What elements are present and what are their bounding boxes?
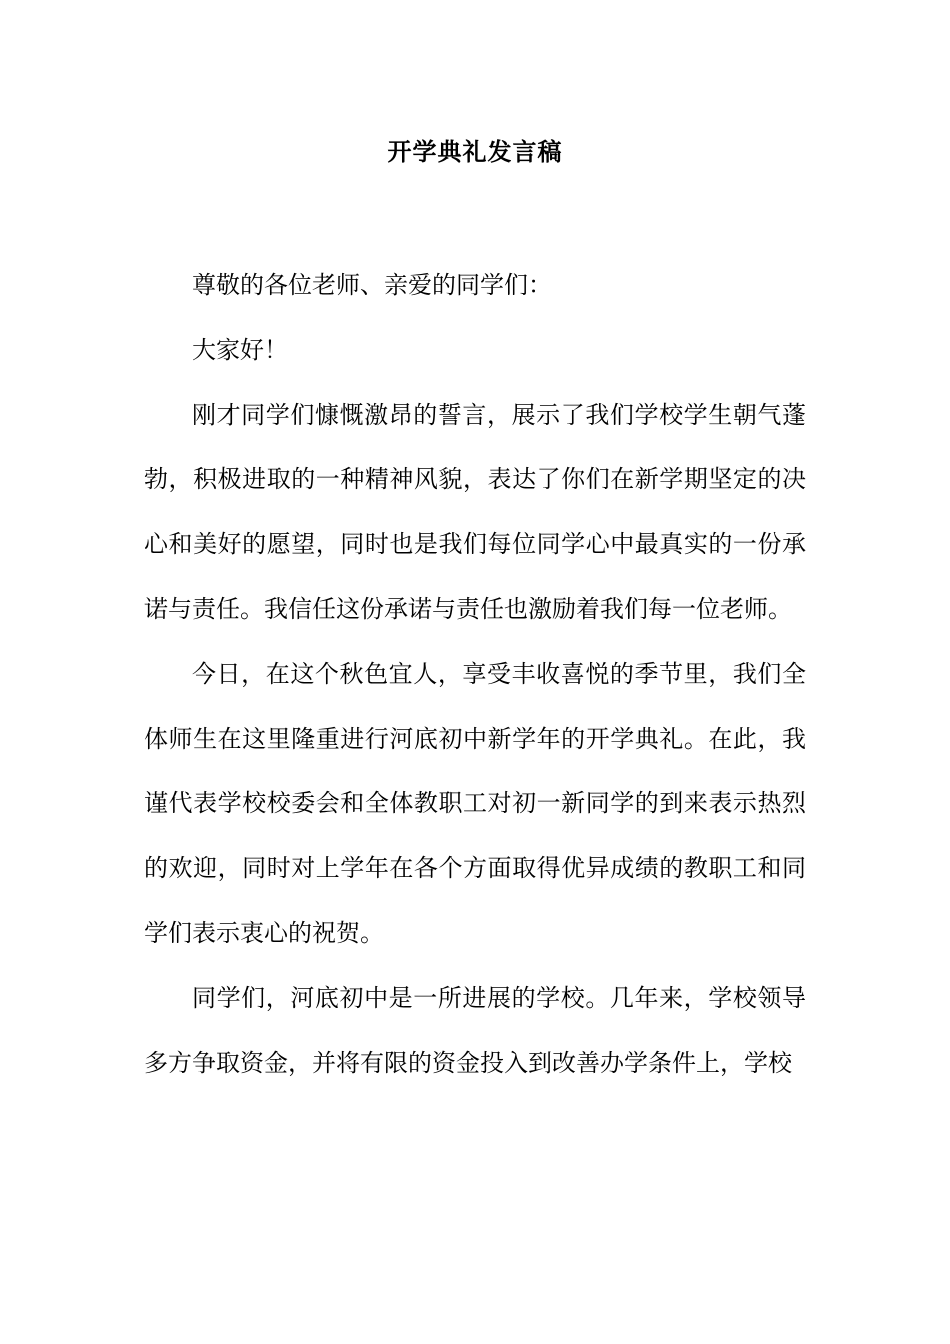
paragraph-greeting: 大家好！ xyxy=(192,335,288,364)
paragraph-3: 同学们，河底初中是一所进展的学校。几年来，学校领导多方争取资金，并将有限的资金投入到改善办学条件上，学校 xyxy=(144,983,806,1077)
document-title: 开学典礼发言稿 xyxy=(387,137,563,166)
document-body xyxy=(144,253,806,1095)
paragraph-salutation: 尊敬的各位老师、亲爱的同学们： xyxy=(192,271,552,299)
paragraph-1: 刚才同学们慷慨激昂的誓言，展示了我们学校学生朝气蓬勃，积极进取的一种精神风貌，表达了你们在新学期坚定的决心和美好的愿望，同时也是我们每位同学心中最真实的一份承诺与责任。我信任这份承诺与责任也激励着我们每一位老师。 xyxy=(144,400,806,623)
paragraph-2: 今日，在这个秋色宜人，享受丰收喜悦的季节里，我们全体师生在这里隆重进行河底初中新学年的开学典礼。在此，我谨代表学校校委会和全体教职工对初一新同学的到来表示热烈的欢迎，同时对上学年在各个方面取得优异成绩的教职工和同学们表示衷心的祝贺。 xyxy=(144,659,806,947)
